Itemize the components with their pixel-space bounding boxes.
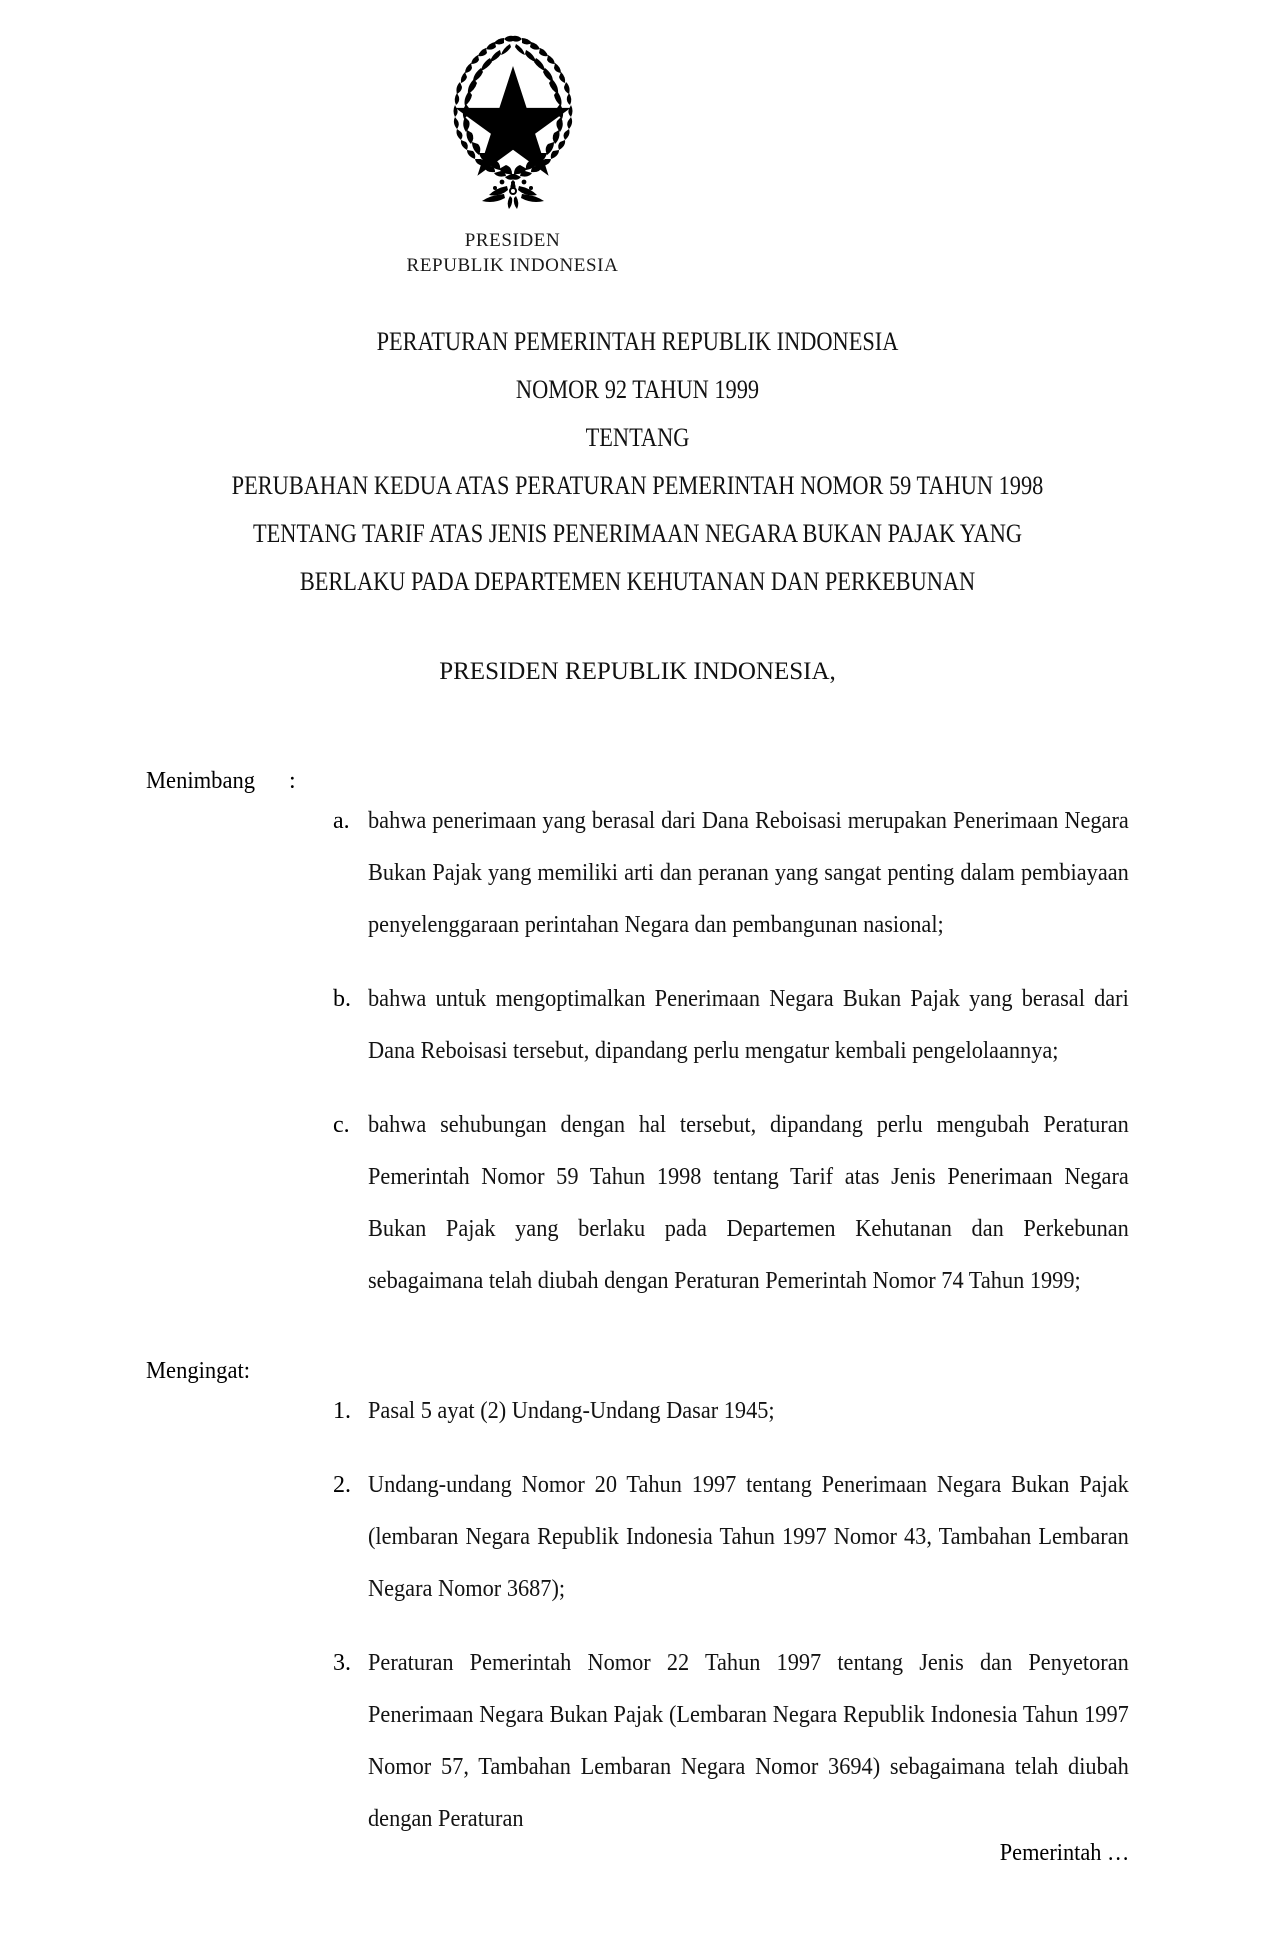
list-item-marker: a. (333, 808, 350, 834)
legal-basis-section (146, 1345, 1129, 1845)
list-item (146, 1637, 1129, 1845)
title-subject-line-1: PERUBAHAN KEDUA ATAS PERATURAN PEMERINTAH NOMOR 59 TAHUN 1998 (231, 471, 1044, 500)
title-tentang-keyword: TENTANG (585, 423, 690, 452)
list-item-marker: c. (333, 1112, 350, 1138)
list-item-marker: 3. (333, 1650, 351, 1676)
list-item (146, 1099, 1129, 1307)
title-number: NOMOR 92 TAHUN 1999 (515, 375, 760, 404)
considerations-heading-row (146, 755, 1129, 795)
section-spacer (146, 1307, 1129, 1345)
list-item-text: Pasal 5 ayat (2) Undang-Undang Dasar 1945; (368, 1398, 775, 1424)
list-item-text: bahwa untuk mengoptimalkan Penerimaan Negara Bukan Pajak yang berasal dari Dana Reboisasi tersebut, dipandang perlu mengatur kembali pengelolaannya; (368, 986, 1129, 1064)
document-title-block (0, 318, 1275, 606)
list-item-marker: 1. (333, 1398, 351, 1424)
considerations-section (146, 755, 1129, 1307)
list-item (146, 795, 1129, 951)
header-institution (0, 228, 1275, 278)
list-item-text: bahwa penerimaan yang berasal dari Dana Reboisasi merupakan Penerimaan Negara Bukan Pajak yang memiliki arti dan peranan yang sangat penting dalam pembiayaan penyelenggaraan perintahan Negara dan pembangunan nasional; (368, 808, 1129, 938)
list-item (146, 973, 1129, 1077)
considerations-list (146, 795, 1129, 1307)
header-line-presiden: PRESIDEN (464, 230, 561, 251)
list-item-marker: 2. (333, 1472, 351, 1498)
indonesia-presidential-seal-star-wreath-icon (438, 30, 588, 216)
list-item (146, 1385, 1129, 1437)
list-item (146, 1459, 1129, 1615)
list-item-text: Undang-undang Nomor 20 Tahun 1997 tentang Penerimaan Negara Bukan Pajak (lembaran Negara Republik Indonesia Tahun 1997 Nomor 43, Tambahan Lembaran Negara Nomor 3687); (368, 1472, 1129, 1602)
legal-basis-label: Mengingat: (146, 1358, 251, 1384)
legal-basis-list (146, 1385, 1129, 1845)
page-catchword (0, 1836, 1129, 1870)
enacting-clause-text: PRESIDEN REPUBLIK INDONESIA, (439, 658, 836, 685)
header-line-republik-indonesia: REPUBLIK INDONESIA (406, 255, 619, 276)
document-body (146, 755, 1129, 1845)
page-title: PERATURAN PEMERINTAH REPUBLIK INDONESIA (376, 327, 899, 356)
title-subject-line-3: BERLAKU PADA DEPARTEMEN KEHUTANAN DAN PERKEBUNAN (299, 567, 976, 596)
list-item-text: bahwa sehubungan dengan hal tersebut, dipandang perlu mengubah Peraturan Pemerintah Nomor 59 Tahun 1998 tentang Tarif atas Jenis Penerimaan Negara Bukan Pajak yang berlaku pada Departemen Kehutanan dan Perkebunan sebagaimana telah diubah dengan Peraturan Pemerintah Nomor 74 Tahun 1999; (368, 1112, 1129, 1294)
legal-basis-heading-row (146, 1345, 1129, 1385)
enacting-clause (0, 655, 1275, 689)
list-item-text: Peraturan Pemerintah Nomor 22 Tahun 1997 tentang Jenis dan Penyetoran Penerimaan Negara Bukan Pajak (Lembaran Negara Republik Indonesia Tahun 1997 Nomor 57, Tambahan Lembaran Negara Nomor 3694) sebagaimana telah diubah dengan Peraturan (368, 1650, 1129, 1832)
considerations-colon: : (289, 768, 296, 794)
catchword-text: Pemerintah … (999, 1840, 1129, 1866)
considerations-label: Menimbang (146, 768, 256, 794)
list-item-marker: b. (333, 986, 351, 1012)
title-subject-line-2: TENTANG TARIF ATAS JENIS PENERIMAAN NEGARA BUKAN PAJAK YANG (252, 519, 1023, 548)
emblem-container (0, 30, 1275, 221)
